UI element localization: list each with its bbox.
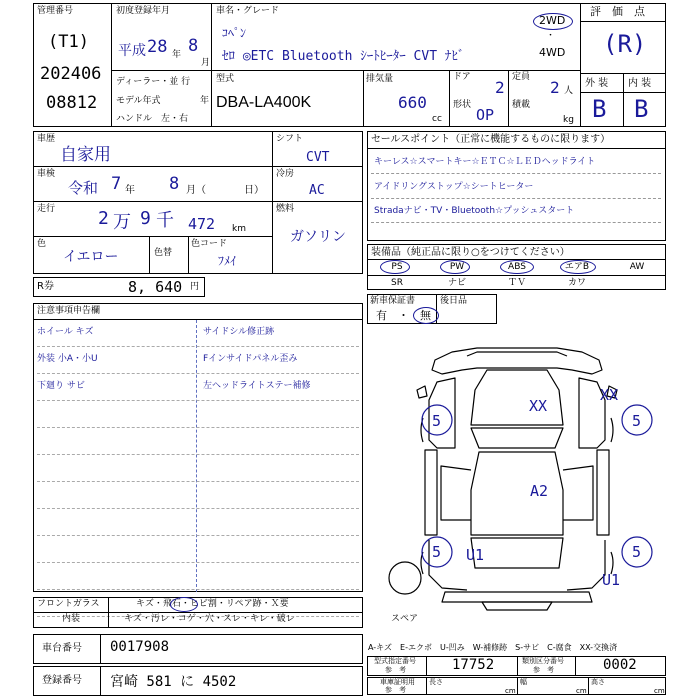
drive-4wd: 4WD (539, 46, 566, 59)
equip-pw-circle (440, 260, 470, 274)
sales-line: Stradaナビ・TV・Bluetooth☆プッシュスタート (374, 206, 575, 216)
equip-leather: カワ (567, 278, 586, 288)
interior-cond-options: キズ・汚レ・コゲ・穴・スレ・キレ・破レ (124, 614, 295, 624)
warranty-label: 新車保証書 (370, 296, 416, 306)
notes-rule (37, 427, 359, 428)
class-label: 類別区分番号 (522, 657, 564, 665)
dealer-label: ディーラー・並 行 (116, 77, 191, 87)
note-left: 下廻り サビ (37, 381, 85, 391)
fuel-label: 燃料 (276, 204, 295, 214)
color-code-label: 色コード (191, 239, 228, 249)
equip-tv: ＴＶ (507, 278, 526, 288)
equip-pw: PW (449, 262, 465, 272)
mark-rear-left: U1 (466, 546, 485, 564)
first-reg-month: 8 (188, 36, 199, 56)
door-value: 2 (495, 78, 505, 97)
car-grade: ｾﾛ ◎ETC Bluetooth ｼｰﾄﾋｰﾀｰ CVT ﾅﾋﾞ (222, 49, 465, 64)
notes-rule (37, 508, 359, 509)
displacement-value: 660 (398, 93, 427, 112)
cc-unit: cc (432, 114, 442, 124)
color-value: イエロー (63, 249, 119, 265)
class-ref: 参 考 (533, 666, 554, 674)
color-code-value: ﾌﾒｲ (218, 254, 237, 268)
front-glass-label: フロントガラス (37, 599, 100, 609)
nen-unit: 年 (172, 50, 182, 60)
door-label: ドア (453, 72, 471, 82)
load-unit: kg (563, 115, 574, 125)
type-value: DBA-LA400K (216, 94, 312, 111)
length-label: 長さ (429, 678, 443, 686)
car-diagram (367, 330, 666, 630)
mark-tire-rl: 5 (432, 543, 442, 561)
inspection-day: 日） (244, 185, 264, 196)
height-label: 高さ (591, 678, 605, 686)
mileage-man-unit: 万 (113, 212, 131, 233)
notes-rule (37, 400, 359, 401)
equip-aw: AW (629, 262, 645, 272)
ac-value: AC (309, 183, 325, 198)
capacity-label: 定員 (512, 72, 531, 82)
width-unit: cm (576, 687, 587, 695)
sales-line: アイドリングストップ☆シートヒーター (374, 182, 534, 192)
inspection-nen: 年 (125, 185, 135, 196)
width-label: 幅 (520, 678, 527, 686)
interior-cond-label: 内装 (62, 614, 81, 624)
era: 平成 (118, 43, 146, 59)
note-left: ホイール キズ (37, 327, 94, 337)
cert-ref: 参 考 (385, 686, 406, 694)
drive-dot: ・ (546, 31, 556, 41)
class-value: 0002 (603, 657, 637, 673)
plate-value: 宮崎 581 に 4502 (110, 674, 237, 690)
interior-label: 内 装 (628, 78, 652, 89)
shape-label: 形状 (453, 100, 472, 110)
mark-hood: XX (529, 397, 548, 415)
equip-sr: SR (391, 278, 403, 288)
equip-ps: PS (391, 262, 403, 272)
inspection-label: 車検 (37, 169, 56, 179)
warranty-none-circle (413, 307, 439, 324)
first-reg-year: 28 (147, 37, 168, 57)
load-label: 積載 (512, 100, 531, 110)
tsuki-unit: 月 (201, 58, 211, 68)
capacity-value: 2 (550, 78, 560, 97)
cert-label: 車庫証明用 (380, 678, 415, 686)
model-year-nen: 年 (200, 96, 210, 106)
length-unit: cm (505, 687, 516, 695)
equip-abs-circle (500, 260, 534, 274)
notes-rule (37, 454, 359, 455)
mileage-sen: 9 (140, 208, 151, 229)
ac-label: 冷房 (276, 169, 295, 179)
inspection-month: 8 (169, 174, 180, 194)
chassis-value: 0017908 (110, 639, 170, 655)
equip-ps-circle (380, 260, 410, 274)
note-right: 左ヘッドライトステー補修 (203, 381, 311, 391)
notes-rule (37, 535, 359, 536)
notes-rule (37, 481, 359, 482)
score-value: (R) (603, 30, 647, 58)
history-value: 自家用 (60, 145, 111, 165)
notes-title: 注意事項申告欄 (37, 306, 101, 316)
notes-rule (37, 562, 359, 563)
mileage-rest: 472 (188, 215, 216, 233)
chassis-block (33, 634, 363, 664)
inspection-year: 7 (111, 174, 122, 194)
interior-value: B (634, 95, 649, 123)
glass-chip-circle (170, 597, 198, 612)
name-label: 車名・グレード (216, 6, 280, 16)
equip-airbag-circle (560, 260, 596, 274)
plate-label: 登録番号 (42, 675, 82, 686)
notes-rule (37, 373, 359, 374)
mark-tire-rr: 5 (632, 543, 642, 561)
type-designation-label: 型式指定番号 (374, 657, 416, 665)
note-right: Fインサイドパネル歪み (203, 354, 298, 364)
mark-tire-fl: 5 (432, 412, 442, 430)
equip-abs: ABS (508, 262, 526, 272)
exterior-value: B (592, 95, 607, 123)
front-glass-options: キズ・飛石・ヒビ割・リペア跡・Ｘ要 (136, 599, 289, 609)
mark-rear-right: U1 (602, 571, 621, 589)
drive-2wd: 2WD (539, 14, 566, 27)
type-label: 型式 (216, 74, 235, 84)
mileage-label: 走行 (37, 204, 56, 214)
notes-rule (37, 589, 359, 590)
kanri-label: 管理番号 (37, 6, 74, 16)
recycle-label: R券 (37, 281, 54, 292)
damage-legend: A-キズ E-エクボ U-凹み W-補修跡 S-サビ C-腐食 XX-交換済 (368, 643, 618, 652)
km-unit: km (232, 224, 246, 234)
notes-rule (37, 346, 359, 347)
history-label: 車歴 (37, 134, 56, 144)
fuel-value: ガソリン (290, 229, 346, 245)
mileage-man: 2 (98, 208, 109, 229)
inspection-era: 令和 (68, 179, 99, 197)
shodo-label: 初度登録年月 (116, 6, 171, 16)
mark-roof: A2 (530, 482, 549, 500)
shift-label: シフト (276, 134, 304, 144)
kanri-code: (T1) (48, 32, 89, 52)
recycle-unit: 円 (190, 282, 200, 292)
shape-value: OP (476, 106, 495, 124)
height-unit: cm (654, 687, 665, 695)
sales-line: キーレス☆スマートキー☆ＥＴＣ☆ＬＥＤヘッドライト (374, 157, 596, 167)
score-label: 評 価 点 (590, 5, 645, 18)
capacity-unit: 人 (564, 86, 574, 96)
shift-value: CVT (306, 150, 330, 165)
note-right: サイドシル修正跡 (203, 327, 275, 337)
exterior-label: 外 装 (585, 78, 609, 89)
warranty-value: 有 ・ 無 (376, 309, 431, 322)
handle-label: ハンドル 左・右 (116, 114, 189, 124)
mark-fr-fender: XX (600, 386, 619, 404)
equip-airbag: エアB (564, 262, 590, 272)
inspection-tsuki: 月（ (186, 185, 206, 196)
kanri-number-1: 202406 (40, 64, 102, 84)
type-designation-ref: 参 考 (385, 666, 406, 674)
recycle-value: 8, 640 (128, 278, 183, 296)
spare-label: スペア (391, 614, 419, 624)
color-change-label: 色替 (154, 248, 173, 258)
mark-tire-fr: 5 (632, 412, 642, 430)
equip-navi: ナビ (447, 278, 466, 288)
note-left: 外装 小A・小U (37, 354, 98, 364)
model-year-label: モデル年式 (116, 96, 161, 106)
type-designation-value: 17752 (452, 657, 495, 673)
car-name: ｺﾍﾟﾝ (222, 26, 247, 40)
later-items-label: 後日品 (440, 296, 468, 306)
equipment-title: 装備品（純正品に限り○をつけてください） (371, 247, 570, 258)
mileage-sen-unit: 千 (156, 210, 174, 231)
kanri-number-2: 08812 (46, 93, 98, 113)
displacement-label: 排気量 (366, 74, 394, 84)
sales-point-title: セールスポイント（正常に機能するものに限ります） (371, 134, 611, 145)
chassis-label: 車台番号 (42, 643, 82, 654)
color-label: 色 (37, 239, 47, 249)
